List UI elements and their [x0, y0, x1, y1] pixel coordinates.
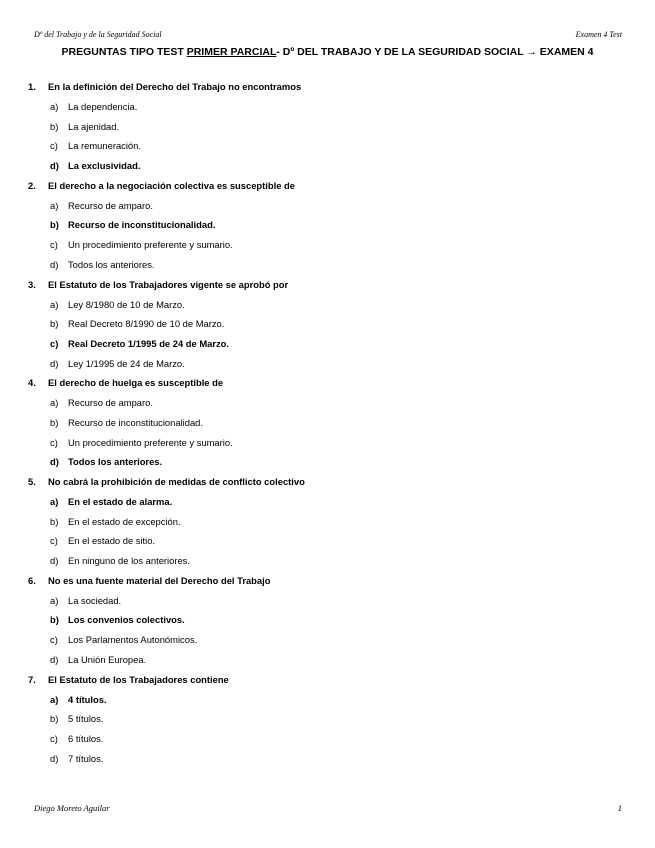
option-letter: c) — [50, 239, 58, 251]
option-text: 4 títulos. — [68, 693, 107, 705]
option-text: En ninguno de los anteriores. — [68, 555, 190, 567]
option-text: Un procedimiento preferente y sumario. — [68, 436, 233, 448]
answer-option — [28, 630, 628, 650]
option-text: Todos los anteriores. — [68, 258, 155, 270]
option-text: En el estado de sitio. — [68, 535, 156, 547]
option-letter: c) — [50, 535, 58, 547]
question-6 — [28, 571, 628, 670]
option-letter: d) — [50, 752, 59, 764]
answer-option — [28, 749, 628, 769]
question-stem — [28, 176, 628, 196]
answer-option — [28, 215, 628, 235]
option-text: Recurso de inconstitucionalidad. — [68, 219, 216, 231]
question-stem — [28, 670, 628, 690]
answer-option — [28, 650, 628, 670]
answer-option — [28, 551, 628, 571]
option-letter: a) — [50, 594, 59, 606]
option-text: La remuneración. — [68, 140, 141, 152]
option-text: Recurso de amparo. — [68, 199, 153, 211]
option-letter: d) — [50, 555, 59, 567]
question-number: 1. — [28, 81, 36, 92]
answer-option — [28, 354, 628, 374]
option-text: Los convenios colectivos. — [68, 614, 185, 626]
option-letter: a) — [50, 101, 59, 112]
option-letter: d) — [50, 653, 59, 665]
answer-option — [28, 156, 628, 176]
answer-option — [28, 393, 628, 413]
option-letter: a) — [50, 693, 59, 705]
question-7 — [28, 670, 628, 769]
question-number: 3. — [28, 278, 36, 290]
answer-option — [28, 334, 628, 354]
question-number: 6. — [28, 574, 36, 586]
title-suffix: - Dº DEL TRABAJO Y DE LA SEGURIDAD SOCIAL → EXAMEN 4 — [276, 46, 594, 58]
answer-option — [28, 729, 628, 749]
option-letter: a) — [50, 397, 59, 409]
question-3 — [28, 275, 628, 374]
question-stem — [28, 472, 628, 492]
option-text: Los Parlamentos Autonómicos. — [68, 634, 198, 646]
answer-option — [28, 452, 628, 472]
answer-option — [28, 610, 628, 630]
option-text: La dependencia. — [68, 101, 138, 112]
answer-option — [28, 413, 628, 433]
option-letter: d) — [50, 160, 59, 172]
running-header-right: Examen 4 Test — [575, 30, 622, 39]
question-text: No es una fuente material del Derecho del Trabajo — [48, 574, 271, 586]
option-letter: a) — [50, 496, 59, 507]
answer-option — [28, 117, 628, 137]
option-letter: c) — [50, 337, 59, 349]
option-letter: b) — [50, 416, 59, 428]
option-letter: a) — [50, 298, 59, 310]
option-text: 6 títulos. — [68, 732, 104, 744]
title-underlined: PRIMER PARCIAL — [186, 46, 277, 58]
option-letter: b) — [50, 120, 59, 132]
answer-option — [28, 97, 628, 117]
question-stem — [28, 77, 628, 97]
answer-option — [28, 512, 628, 532]
option-text: 5 títulos. — [68, 713, 104, 725]
question-5 — [28, 472, 628, 571]
question-stem — [28, 275, 628, 295]
answer-option — [28, 492, 628, 512]
question-text: El derecho a la negociación colectiva es susceptible de — [48, 179, 295, 191]
question-1 — [28, 77, 628, 176]
option-letter: b) — [50, 318, 59, 330]
answer-option — [28, 196, 628, 216]
option-text: Ley 8/1980 de 10 de Marzo. — [68, 298, 185, 310]
question-number: 7. — [28, 673, 36, 685]
question-text: En la definición del Derecho del Trabajo no encontramos — [48, 81, 302, 92]
answer-option — [28, 255, 628, 275]
option-text: En el estado de alarma. — [68, 496, 173, 507]
option-letter: d) — [50, 258, 59, 270]
footer-page-number: 1 — [617, 803, 622, 813]
option-text: 7 títulos. — [68, 752, 104, 764]
option-letter: b) — [50, 515, 59, 527]
question-number: 4. — [28, 377, 36, 389]
option-letter: c) — [50, 634, 58, 646]
option-text: Recurso de inconstitucionalidad. — [68, 416, 203, 428]
question-text: El Estatuto de los Trabajadores contiene — [48, 673, 229, 685]
question-number: 5. — [28, 476, 36, 487]
question-text: No cabrá la prohibición de medidas de conflicto colectivo — [48, 476, 305, 487]
option-letter: b) — [50, 614, 59, 626]
question-text: El Estatuto de los Trabajadores vigente se aprobó por — [48, 278, 289, 290]
option-text: En el estado de excepción. — [68, 515, 181, 527]
option-letter: a) — [50, 199, 59, 211]
option-text: Recurso de amparo. — [68, 397, 153, 409]
option-letter: c) — [50, 732, 58, 744]
option-text: La Unión Europea. — [68, 653, 147, 665]
answer-option — [28, 433, 628, 453]
question-stem — [28, 571, 628, 591]
answer-option — [28, 235, 628, 255]
answer-option — [28, 295, 628, 315]
option-text: Real Decreto 1/1995 de 24 de Marzo. — [68, 337, 230, 349]
option-text: Real Decreto 8/1990 de 10 de Marzo. — [68, 318, 225, 330]
answer-option — [28, 709, 628, 729]
title-prefix: PREGUNTAS TIPO TEST — [61, 46, 187, 58]
answer-option — [28, 314, 628, 334]
option-text: La exclusividad. — [68, 160, 141, 172]
option-text: Un procedimiento preferente y sumario. — [68, 239, 233, 251]
answer-option — [28, 591, 628, 611]
question-text: El derecho de huelga es susceptible de — [48, 377, 224, 389]
option-text: Ley 1/1995 de 24 de Marzo. — [68, 357, 185, 369]
question-number: 2. — [28, 179, 36, 191]
option-letter: d) — [50, 357, 59, 369]
question-stem — [28, 373, 628, 393]
option-letter: b) — [50, 713, 59, 725]
option-letter: c) — [50, 140, 58, 152]
document-title — [0, 46, 655, 58]
option-letter: c) — [50, 436, 58, 448]
question-4 — [28, 373, 628, 472]
answer-option — [28, 690, 628, 710]
option-letter: b) — [50, 219, 59, 231]
option-text: La sociedad. — [68, 594, 122, 606]
question-2 — [28, 176, 628, 275]
footer-author: Diego Moreto Aguilar — [34, 803, 110, 813]
question-list — [28, 77, 628, 768]
option-text: Todos los anteriores. — [68, 456, 163, 468]
option-letter: d) — [50, 456, 59, 468]
answer-option — [28, 531, 628, 551]
option-text: La ajenidad. — [68, 120, 120, 132]
answer-option — [28, 136, 628, 156]
running-header-left: Dº del Trabajo y de la Seguridad Social — [34, 30, 162, 39]
